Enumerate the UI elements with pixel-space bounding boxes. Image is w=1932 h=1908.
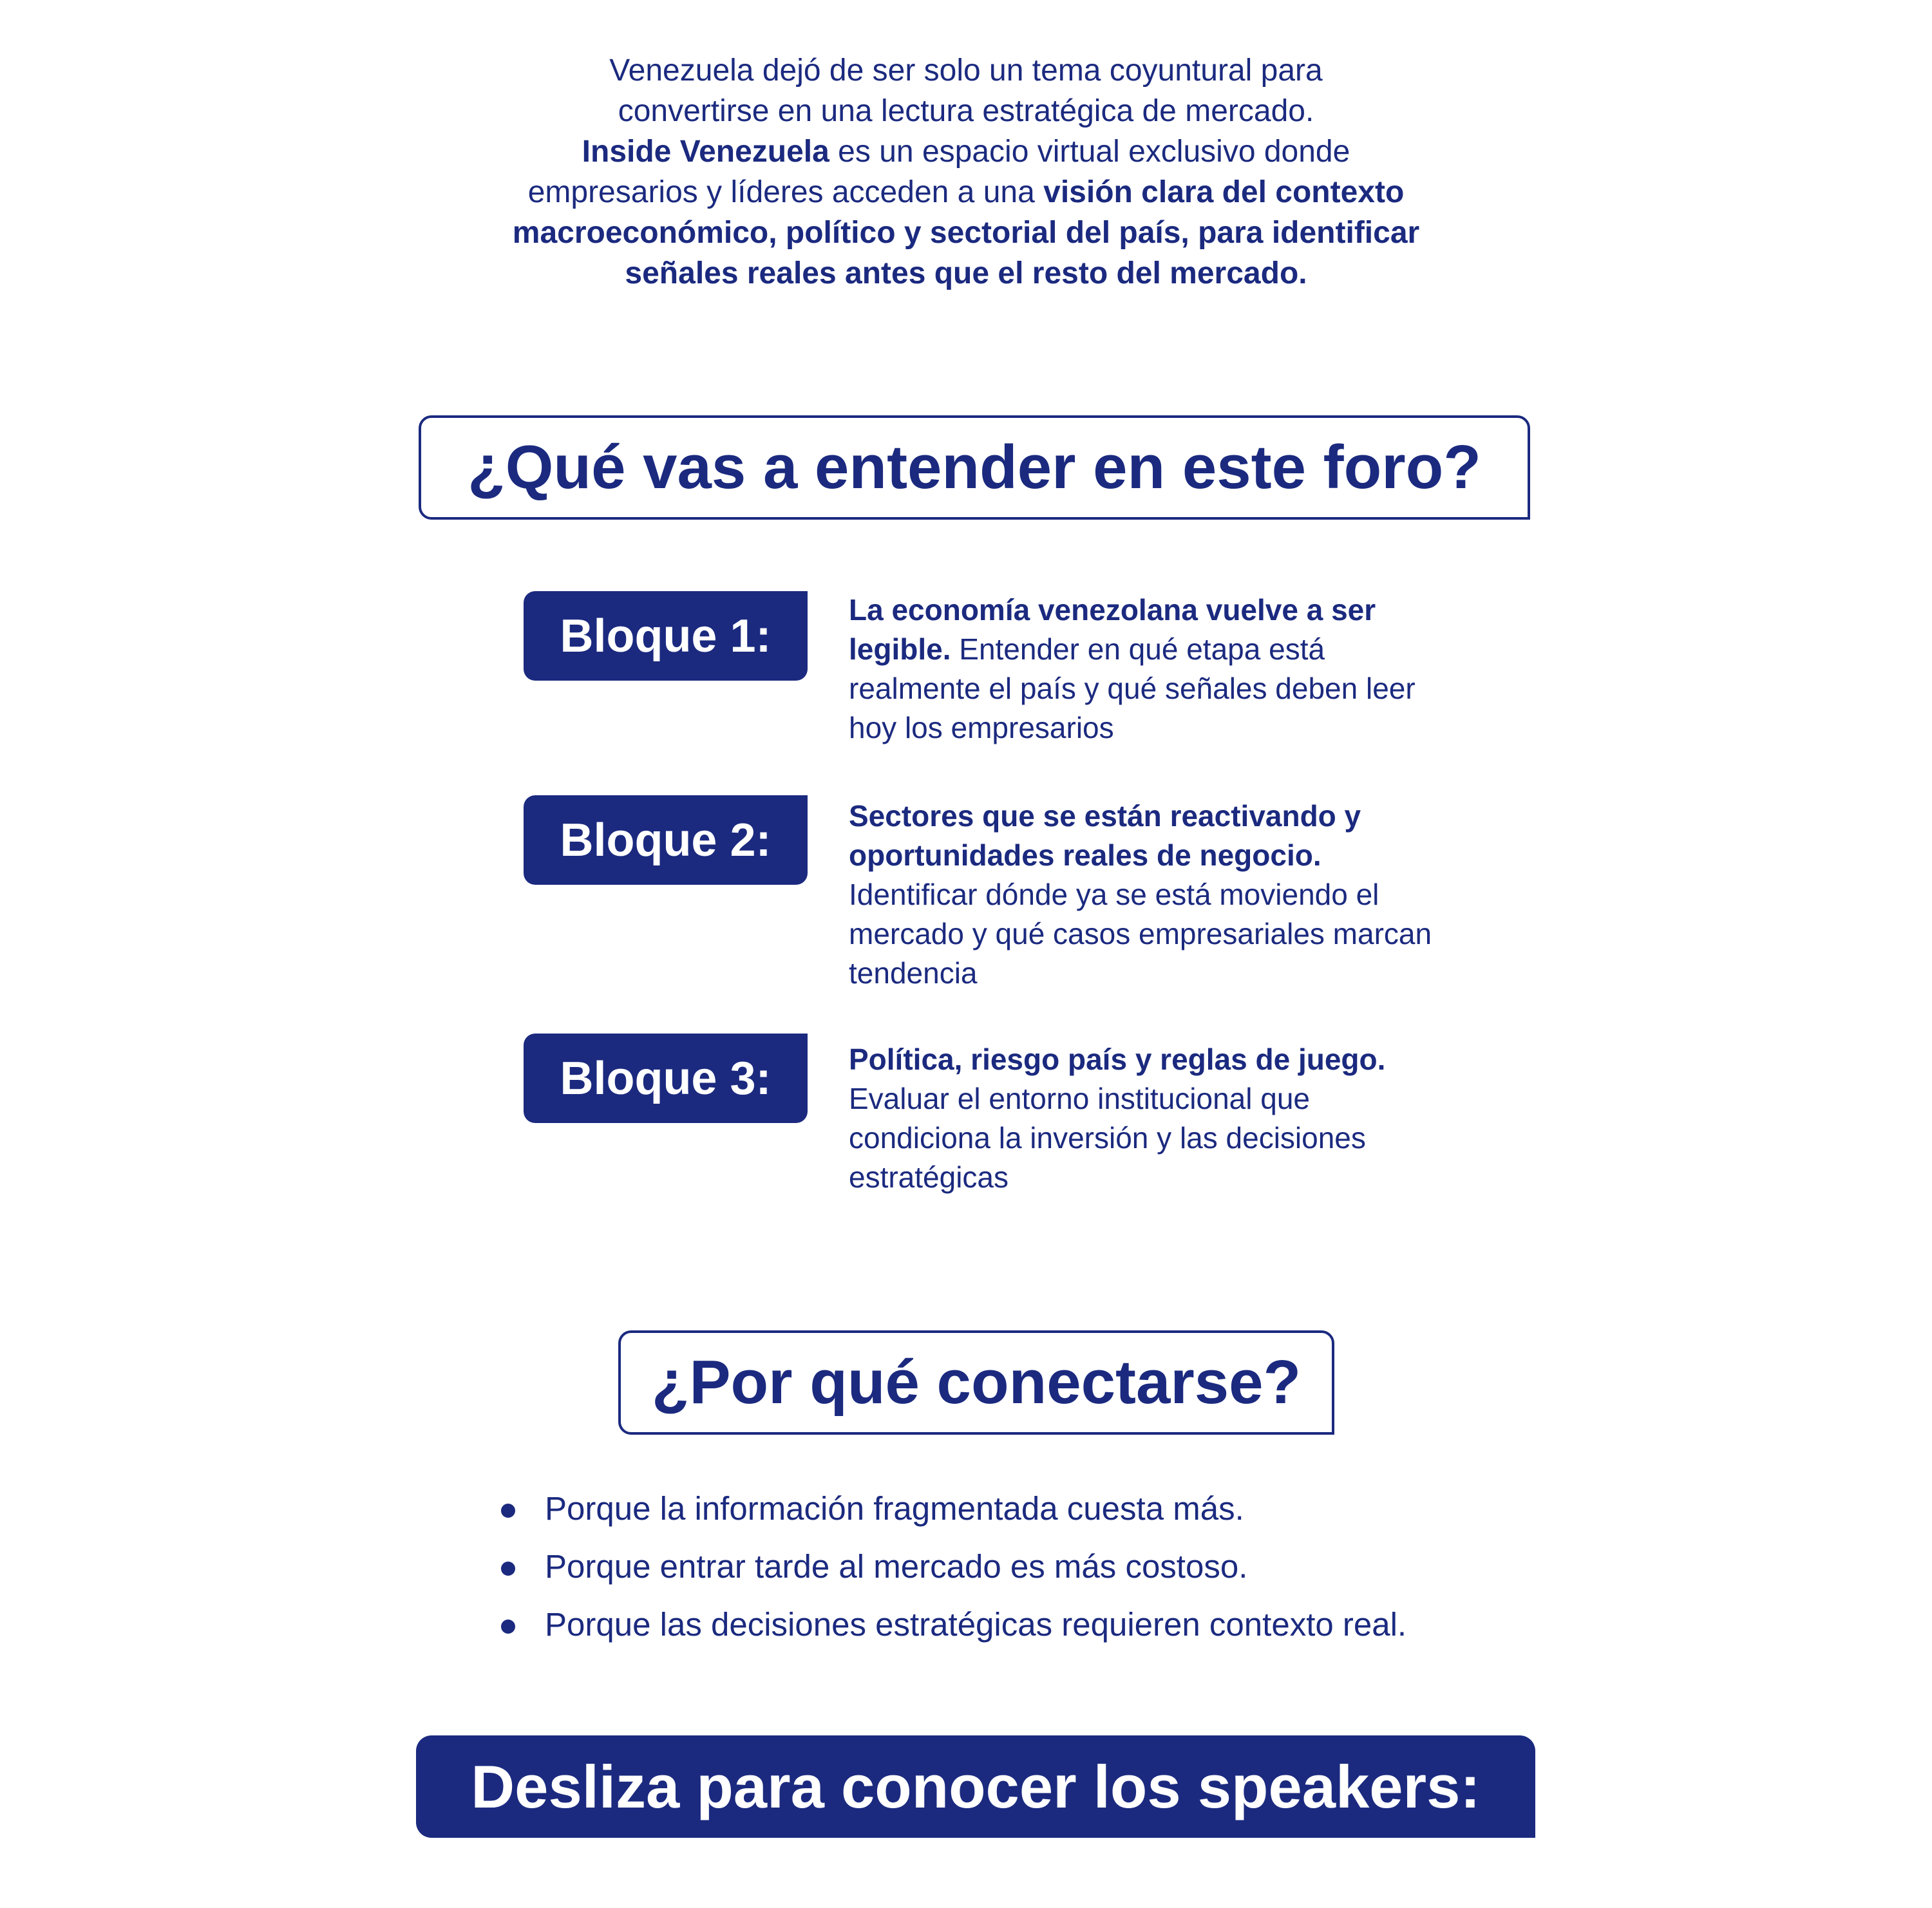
bloque-3-heading: Política, riesgo país y reglas de juego. (849, 1043, 1386, 1076)
bloque-2-description (849, 797, 1441, 993)
speakers-cta-text: Desliza para conocer los speakers: (471, 1752, 1481, 1820)
intro-line-6-bold: señales reales antes que el resto del mercado. (625, 256, 1307, 290)
intro-line-1-text: Venezuela dejó de ser solo un tema coyuntural para (609, 53, 1323, 88)
bloque-1-label (524, 591, 808, 681)
bloque-1-heading: La economía venezolana vuelve a ser legible. (849, 593, 1376, 666)
reason-text: Porque las decisiones estratégicas requieren contexto real. (545, 1606, 1407, 1643)
bullet-dot-icon (501, 1562, 515, 1576)
bloque-2-heading: Sectores que se están reactivando y oportunidades reales de negocio. (849, 799, 1361, 872)
bloque-3-label (524, 1034, 808, 1123)
bloque-3-description (849, 1040, 1441, 1197)
speakers-cta-banner (416, 1735, 1535, 1838)
list-item (501, 1538, 1596, 1596)
section-title-conectarse-text: ¿Por qué conectarse? (651, 1348, 1302, 1417)
bullet-dot-icon (501, 1620, 515, 1634)
bloque-2-label-text: Bloque 2: (560, 814, 772, 866)
section-title-foro-text: ¿Qué vas a entender en este foro? (468, 433, 1481, 502)
reason-text: Porque la información fragmentada cuesta más. (545, 1490, 1244, 1527)
list-item (501, 1480, 1596, 1538)
section-title-foro (419, 415, 1530, 520)
intro-line (451, 131, 1481, 172)
section-title-conectarse (618, 1330, 1334, 1435)
intro-line-4-bold: visión clara del contexto (1043, 175, 1405, 209)
bloque-1-label-text: Bloque 1: (560, 610, 772, 662)
intro-line (451, 213, 1481, 253)
intro-line-4-text: empresarios y líderes acceden a una (527, 175, 1044, 209)
bloque-3-label-text: Bloque 3: (560, 1052, 772, 1104)
intro-paragraph (451, 50, 1481, 294)
intro-line (451, 253, 1481, 294)
brand-name: Inside Venezuela (582, 135, 829, 169)
bloque-2-label (524, 795, 808, 885)
intro-line-3-text: es un espacio virtual exclusivo donde (829, 135, 1350, 169)
intro-line-2-text: convertirse en una lectura estratégica de mercado. (618, 94, 1314, 128)
intro-line-5-bold: macroeconómico, político y sectorial del país, para identificar (512, 216, 1420, 250)
bullet-dot-icon (501, 1504, 515, 1518)
bloque-2-body: Identificar dónde ya se está moviendo el mercado y qué casos empresariales marcan tendencia (849, 878, 1432, 990)
intro-line (451, 50, 1481, 91)
intro-line (451, 91, 1481, 131)
intro-line (451, 172, 1481, 213)
list-item (501, 1596, 1596, 1654)
bloque-1-body: Entender en qué etapa está realmente el país y qué señales deben leer hoy los empresarios (849, 632, 1416, 744)
bloque-3-body: Evaluar el entorno institucional que condiciona la inversión y las decisiones estratégicas (849, 1082, 1366, 1194)
reasons-list (501, 1480, 1596, 1654)
bloque-1-description (849, 590, 1441, 748)
reason-text: Porque entrar tarde al mercado es más costoso. (545, 1548, 1248, 1585)
